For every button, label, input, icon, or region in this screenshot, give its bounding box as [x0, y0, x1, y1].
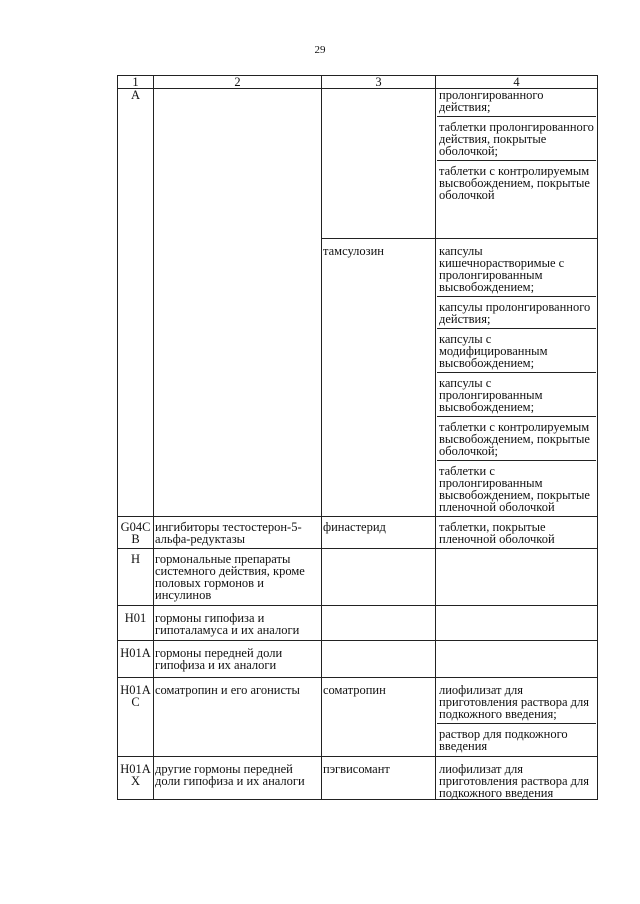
dosage-forms	[436, 757, 598, 800]
dosage-forms	[436, 641, 598, 678]
atc-code: H01	[118, 606, 154, 641]
atc-code: H01AC	[118, 678, 154, 757]
group-name: гормоны гипофиза и гипоталамуса и их аналоги	[154, 606, 322, 641]
dosage-form: капсулы с пролонгированным высвобождением;	[437, 372, 596, 416]
atc-code: H01A	[118, 641, 154, 678]
dosage-forms	[436, 549, 598, 606]
dosage-form: лиофилизат для приготовления раствора для подкожного введения	[439, 762, 589, 800]
atc-code: A	[118, 89, 154, 517]
table-row	[118, 757, 598, 800]
table-row	[118, 678, 598, 757]
drug-name: тамсулозин	[322, 239, 436, 517]
group-name: соматропин и его агонисты	[154, 678, 322, 757]
page-number: 29	[314, 44, 326, 56]
dosage-forms	[436, 678, 598, 757]
dosage-form: таблетки с контролируемым высвобождением, покрытые оболочкой;	[437, 416, 596, 460]
table-row	[118, 89, 598, 239]
dosage-form: таблетки с пролонгированным высвобождением, покрытые пленочной оболочкой	[437, 460, 596, 516]
atc-code: G04CB	[118, 517, 154, 549]
drug-name	[322, 606, 436, 641]
group-name: гормональные препараты системного действия, кроме половых гормонов и инсулинов	[154, 549, 322, 606]
drug-name	[322, 641, 436, 678]
group-name: гормоны передней доли гипофиза и их аналоги	[154, 641, 322, 678]
dosage-form: капсулы кишечнорастворимые с пролонгированным высвобождением;	[439, 244, 565, 294]
dosage-form: капсулы с модифицированным высвобождением;	[437, 328, 596, 372]
atc-code: H	[118, 549, 154, 606]
dosage-forms	[436, 89, 598, 239]
group-name: другие гормоны передней доли гипофиза и их аналоги	[154, 757, 322, 800]
dosage-form: лиофилизат для приготовления раствора для подкожного введения;	[439, 683, 589, 721]
atc-code: H01AX	[118, 757, 154, 800]
dosage-form: пролонгированного действия;	[439, 88, 544, 114]
dosage-forms	[436, 239, 598, 517]
dosage-forms	[436, 606, 598, 641]
drug-table	[117, 75, 598, 800]
dosage-form: таблетки, покрытые пленочной оболочкой	[439, 520, 555, 546]
dosage-form: таблетки пролонгированного действия, покрытые оболочкой;	[437, 116, 596, 160]
dosage-form: раствор для подкожного введения	[437, 723, 596, 756]
group-name	[154, 89, 322, 517]
drug-name: пэгвисомант	[322, 757, 436, 800]
table-row	[118, 641, 598, 678]
table-row	[118, 549, 598, 606]
table-row	[118, 606, 598, 641]
header-cell: 3	[322, 76, 436, 89]
table-row	[118, 517, 598, 549]
header-cell: 1	[118, 76, 154, 89]
group-name: ингибиторы тестостерон-5-альфа-редуктазы	[154, 517, 322, 549]
dosage-form: капсулы пролонгированного действия;	[437, 296, 596, 328]
header-row	[118, 76, 598, 89]
header-cell: 4	[436, 76, 598, 89]
header-cell: 2	[154, 76, 322, 89]
drug-name	[322, 89, 436, 239]
dosage-forms	[436, 517, 598, 549]
drug-name: соматропин	[322, 678, 436, 757]
drug-name	[322, 549, 436, 606]
drug-name: финастерид	[322, 517, 436, 549]
dosage-form: таблетки с контролируемым высвобождением, покрытые оболочкой	[437, 160, 596, 204]
